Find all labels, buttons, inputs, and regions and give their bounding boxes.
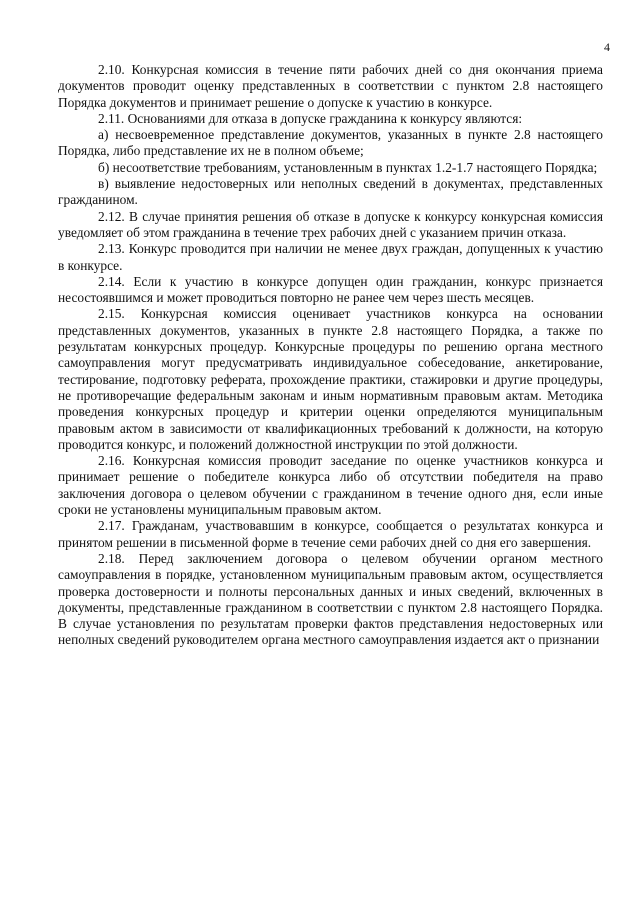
paragraph-2-11-a: а) несвоевременное представление документов, указанных в пункте 2.8 настоящего Порядка, либо представление их не в полном объеме; [58,127,603,159]
paragraph-2-17: 2.17. Гражданам, участвовавшим в конкурсе, сообщается о результатах конкурса и принятом решении в письменной форме в течение семи рабочих дней со дня его завершения. [58,518,603,550]
paragraph-2-11-b: б) несоответствие требованиям, установленным в пунктах 1.2-1.7 настоящего Порядка; [98,159,598,175]
document-body [58,62,603,649]
paragraph-2-12: 2.12. В случае принятия решения об отказе в допуске к конкурсу конкурсная комиссия уведомляет об этом гражданина в течение трех рабочих дней с указанием причин отказа. [58,208,603,240]
paragraph-2-10: 2.10. Конкурсная комиссия в течение пяти рабочих дней со дня окончания приема документов проводит оценку представленных в соответствии с пунктом 2.8 настоящего Порядка документов и принимает решение о допуске к участию в конкурсе. [58,62,603,110]
paragraph-2-13: 2.13. Конкурс проводится при наличии не менее двух граждан, допущенных к участию в конкурсе. [58,241,603,273]
paragraph-2-16: 2.16. Конкурсная комиссия проводит заседание по оценке участников конкурса и принимает решение о победителе конкурса либо об отсутствии победителя на право заключения договора о целевом обучении с гражданином в течение одного дня, если иные сроки не установлены муниципальным правовым актом. [58,453,603,518]
page-number: 4 [604,40,610,54]
paragraph-2-14: 2.14. Если к участию в конкурсе допущен один гражданин, конкурс признается несостоявшимся и может проводиться повторно не ранее чем через шесть месяцев. [58,273,603,306]
paragraph-2-18: 2.18. Перед заключением договора о целевом обучении органом местного самоуправления в порядке, установленном муниципальным правовым актом, осуществляется проверка достоверности и полноты персональных данных и иных сведений, включенных в документы, представленные гражданином в соответствии с пунктом 2.8 настоящего Порядка. В случае установления по результатам проверки фактов представления недостоверных или неполных сведений руководителем органа местного самоуправления издается акт о признании [58,550,603,648]
paragraph-2-11-v: в) выявление недостоверных или неполных сведений в документах, представленных гражданином. [58,176,603,208]
paragraph-2-11: 2.11. Основаниями для отказа в допуске гражданина к конкурсу являются: [98,110,523,126]
paragraph-2-15: 2.15. Конкурсная комиссия оценивает участников конкурса на основании представленных документов, указанных в пункте 2.8 настоящего Порядка, а также по результатам конкурсных процедур. Конкурсные процедуры по решению органа местного самоуправления могут предусматривать индивидуальное собеседование, анкетирование, тестирование, подготовку реферата, прохождение практики, стажировки и другие процедуры, не противоречащие федеральным законам и иным нормативным правовым актам. Методика проведения конкурсных процедур и критерии оценки определяются муниципальным правовым актом в зависимости от квалификационных требований к должности, на которую проводится конкурс, и положений должностной инструкции по этой должности. [58,306,603,452]
